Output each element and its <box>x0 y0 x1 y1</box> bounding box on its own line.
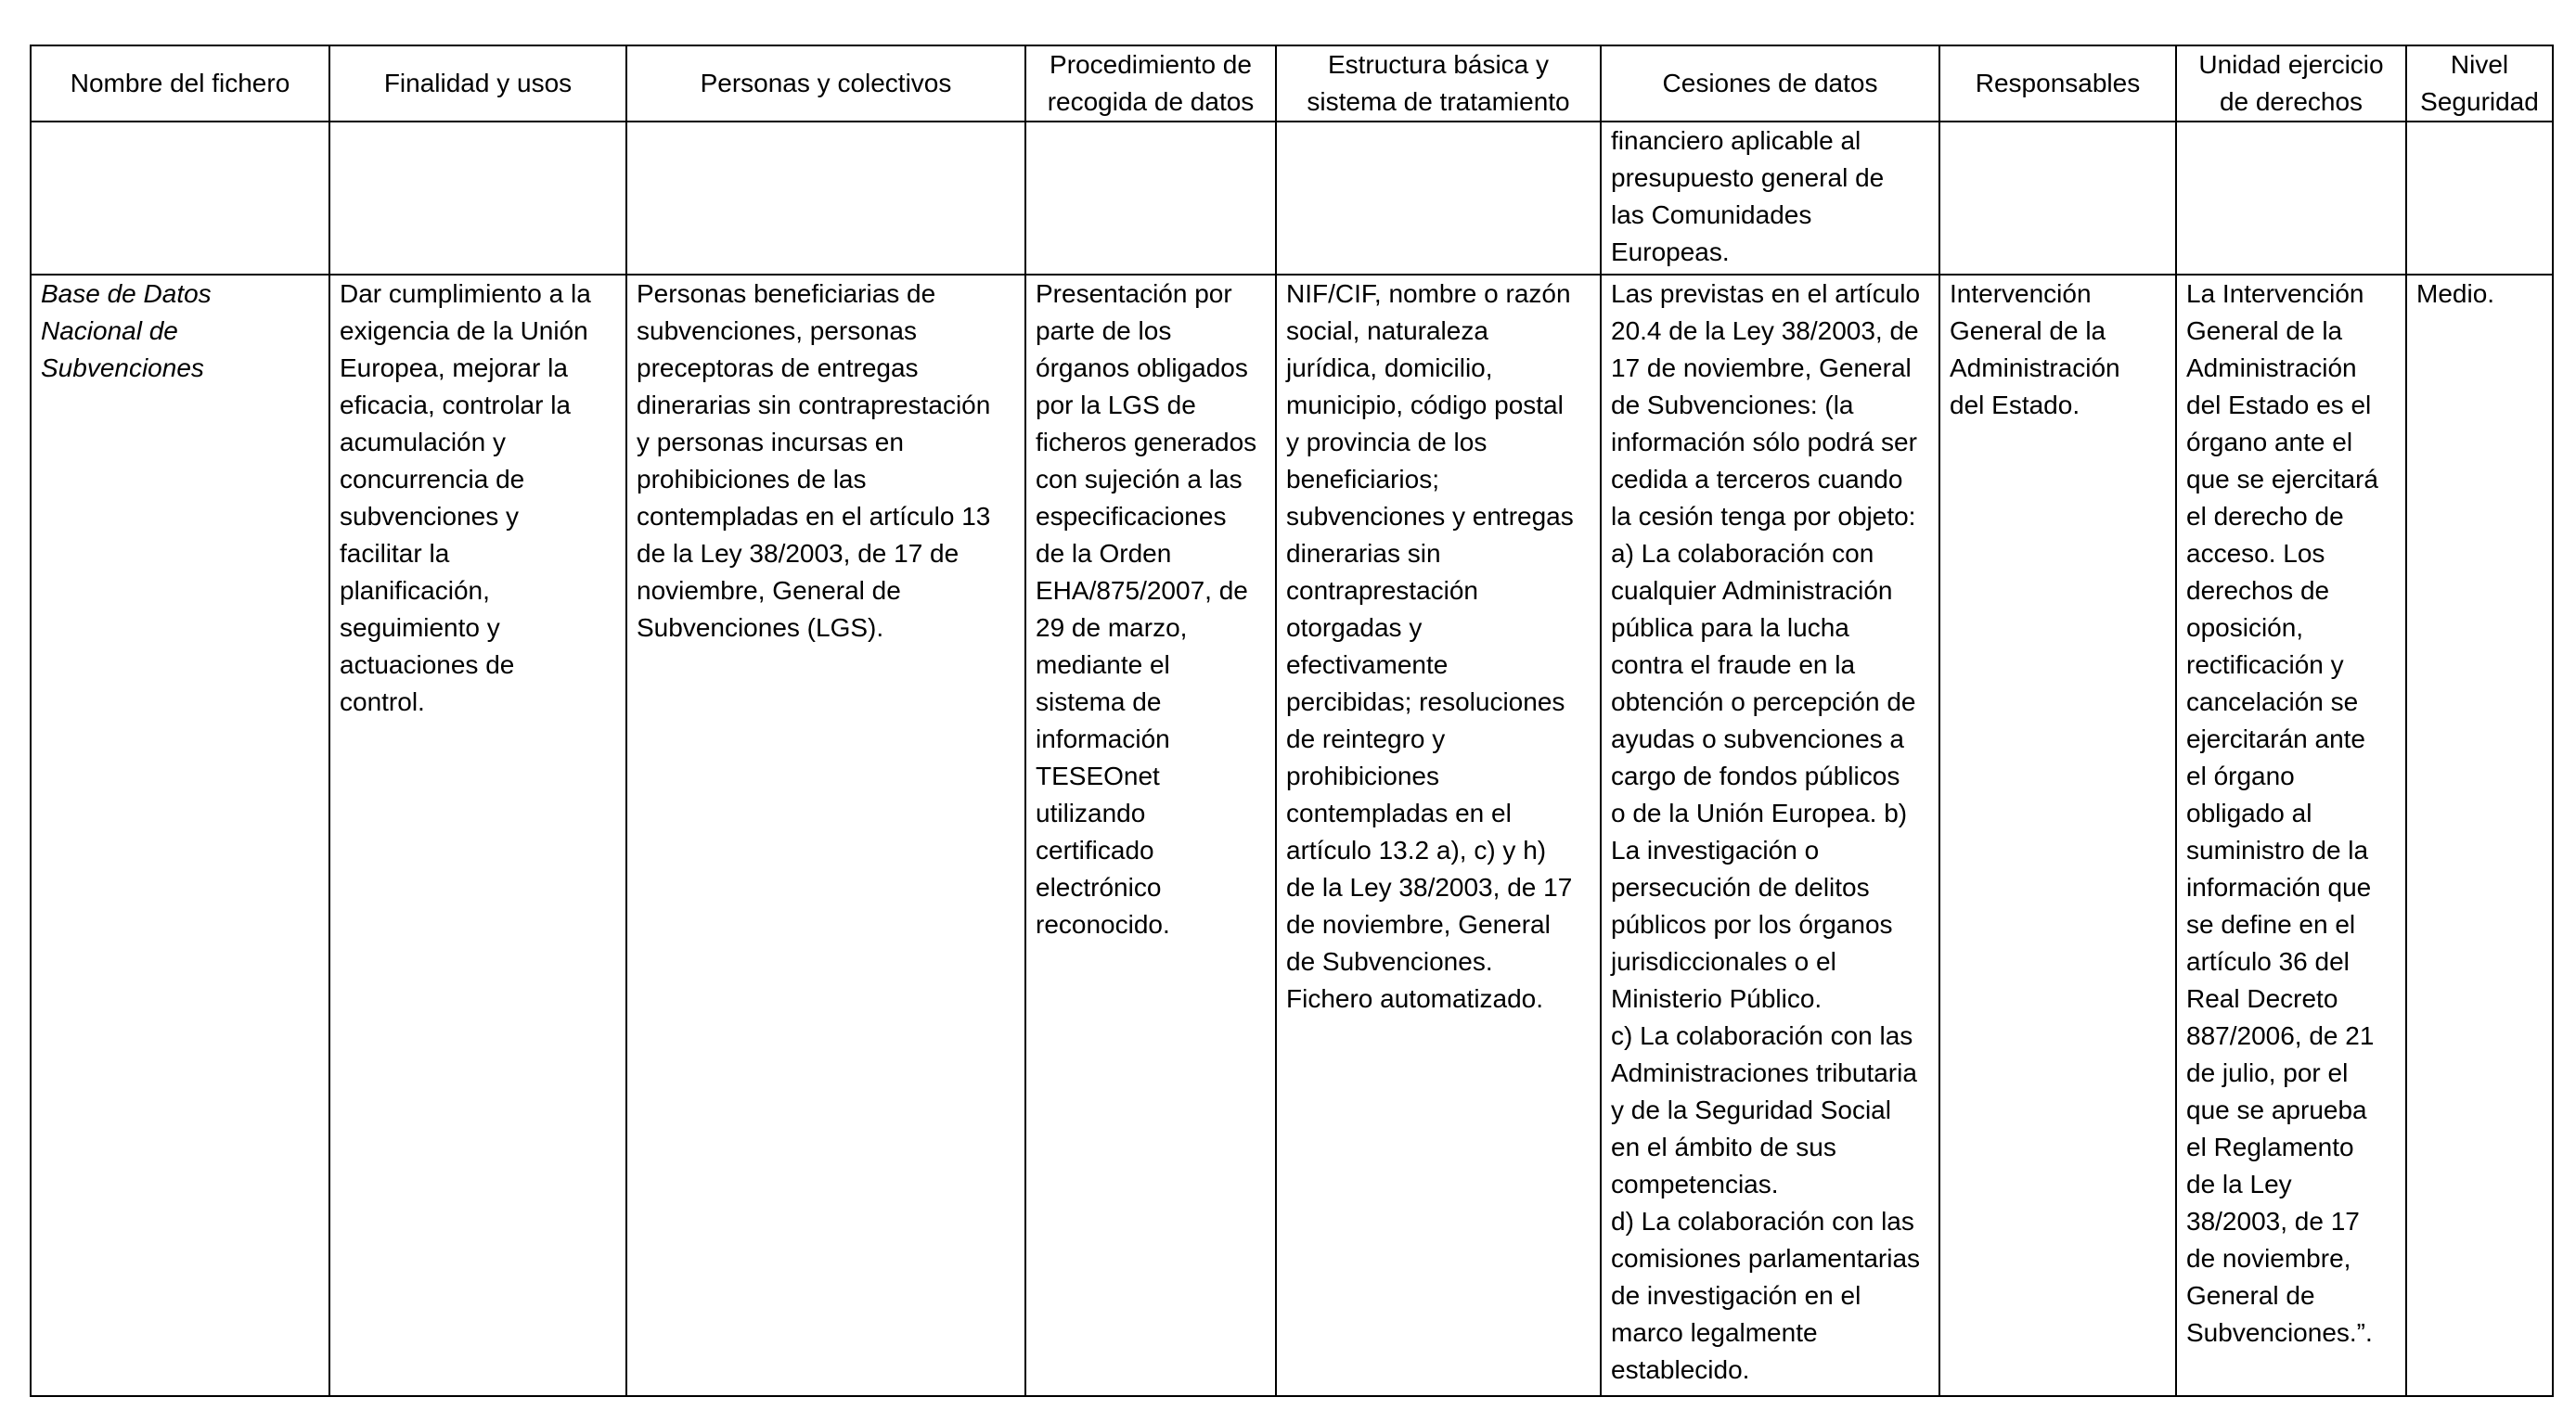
data-files-table <box>30 45 2554 1397</box>
cell-cesiones-continued: financiero aplicable al presupuesto general de las Comunidades Europeas. <box>1601 122 1939 275</box>
cell-unidad-ejercicio-derechos: La Intervención General de la Administración del Estado es el órgano ante el que se ejercitará el derecho de acceso. Los derechos de oposición, rectificación y cancelación se ejercitarán ante el órgano obligado al suministro de la información que se define en el artículo 36 del Real Decreto 887/2006, de 21 de julio, por el que se aprueba el Reglamento de la Ley 38/2003, de 17 de noviembre, General de Subvenciones.”. <box>2176 275 2406 1396</box>
cell-procedimiento-continued <box>1025 122 1276 275</box>
cell-nombre-continued <box>31 122 329 275</box>
header-personas-colectivos: Personas y colectivos <box>626 45 1025 122</box>
header-estructura-basica: Estructura básica y sistema de tratamiento <box>1276 45 1601 122</box>
header-nombre-fichero: Nombre del fichero <box>31 45 329 122</box>
cell-estructura-continued <box>1276 122 1601 275</box>
cell-finalidad-continued <box>329 122 626 275</box>
table-row-continued <box>31 122 2553 275</box>
cell-nivel-seguridad: Medio. <box>2406 275 2553 1396</box>
header-responsables: Responsables <box>1939 45 2176 122</box>
header-finalidad-usos: Finalidad y usos <box>329 45 626 122</box>
cell-nombre-fichero: Base de Datos Nacional de Subvenciones <box>31 275 329 1396</box>
cell-cesiones-datos: Las previstas en el artículo 20.4 de la Ley 38/2003, de 17 de noviembre, General de Subvenciones: (la información sólo podrá ser cedida a terceros cuando la cesión tenga por objeto: a) La colaboración con cualquier Administración pública para la lucha contra el fraude en la obtención o percepción de ayudas o subvenciones a cargo de fondos públicos o de la Unión Europea. b) La investigación o persecución de delitos públicos por los órganos jurisdiccionales o el Ministerio Público. c) La colaboración con las Administraciones tributaria y de la Seguridad Social en el ámbito de sus competencias. d) La colaboración con las comisiones parlamentarias de investigación en el marco legalmente establecido. <box>1601 275 1939 1396</box>
table-row <box>31 275 2553 1396</box>
cell-personas-continued <box>626 122 1025 275</box>
cell-nivel-continued <box>2406 122 2553 275</box>
header-procedimiento-recogida: Procedimiento de recogida de datos <box>1025 45 1276 122</box>
cell-responsables-continued <box>1939 122 2176 275</box>
cell-personas-colectivos: Personas beneficiarias de subvenciones, personas preceptoras de entregas dinerarias sin contraprestación y personas incursas en prohibiciones de las contempladas en el artículo 13 de la Ley 38/2003, de 17 de noviembre, General de Subvenciones (LGS). <box>626 275 1025 1396</box>
cell-finalidad-usos: Dar cumplimiento a la exigencia de la Unión Europea, mejorar la eficacia, controlar la acumulación y concurrencia de subvenciones y facilitar la planificación, seguimiento y actuaciones de control. <box>329 275 626 1396</box>
cell-unidad-continued <box>2176 122 2406 275</box>
cell-estructura-basica: NIF/CIF, nombre o razón social, naturaleza jurídica, domicilio, municipio, código postal y provincia de los beneficiarios; subvenciones y entregas dinerarias sin contraprestación otorgadas y efectivamente percibidas; resoluciones de reintegro y prohibiciones contempladas en el artículo 13.2 a), c) y h) de la Ley 38/2003, de 17 de noviembre, General de Subvenciones. Fichero automatizado. <box>1276 275 1601 1396</box>
table-header-row <box>31 45 2553 122</box>
header-nivel-seguridad: Nivel Seguridad <box>2406 45 2553 122</box>
cell-responsables: Intervención General de la Administración del Estado. <box>1939 275 2176 1396</box>
cell-procedimiento-recogida: Presentación por parte de los órganos obligados por la LGS de ficheros generados con sujeción a las especificaciones de la Orden EHA/875/2007, de 29 de marzo, mediante el sistema de información TESEOnet utilizando certificado electrónico reconocido. <box>1025 275 1276 1396</box>
header-cesiones-datos: Cesiones de datos <box>1601 45 1939 122</box>
header-unidad-ejercicio-derechos: Unidad ejercicio de derechos <box>2176 45 2406 122</box>
